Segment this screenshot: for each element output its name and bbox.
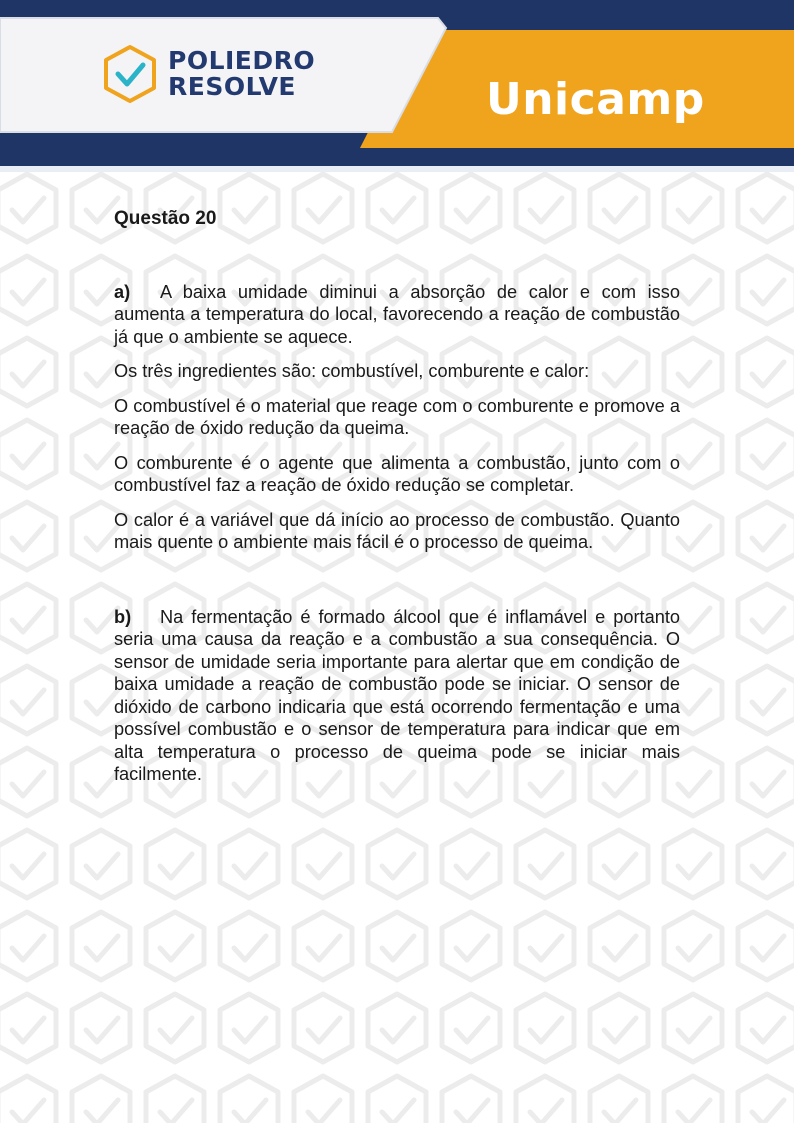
answer-b-label: b) [114, 606, 132, 627]
brand-line-2: RESOLVE [168, 72, 296, 101]
answer-a-label: a) [114, 281, 131, 302]
page-header [0, 0, 794, 172]
answer-b-text: Na fermentação é formado álcool que é inflamável e portanto seria uma causa da reação e a combustão a sua consequência. O sensor de umidade seria importante para alertar que em condição de baixa umidade a reação de combustão pode se iniciar. O sensor de dióxido de carbono indicaria que está ocorrendo fermentação e uma possível combustão e o sensor de temperatura para indicar que em alta temperatura o processo de queima pode se iniciar mais facilmente. [114, 606, 680, 784]
answer-a-text-1: A baixa umidade diminui a absorção de calor e com isso aumenta a temperatura do local, favorecendo a reação de combustão já que o ambiente se aquece. [114, 281, 680, 347]
exam-title: Unicamp [486, 74, 705, 125]
answer-a-paragraph-1 [114, 281, 680, 349]
answer-b-paragraph [114, 606, 680, 786]
question-title: Questão 20 [114, 208, 217, 229]
answer-a-paragraph-2: Os três ingredientes são: combustível, comburente e calor: [114, 361, 590, 381]
answer-content [114, 208, 680, 798]
poliedro-logo-icon [102, 44, 158, 104]
brand-name [168, 48, 315, 100]
brand-line-1: POLIEDRO [168, 46, 316, 75]
answer-a-paragraph-5: O calor é a variável que dá início ao processo de combustão. Quanto mais quente o ambiente mais fácil é o processo de queima. [114, 509, 680, 552]
answer-a-paragraph-4: O comburente é o agente que alimenta a combustão, junto com o combustível faz a reação de óxido redução se completar. [114, 452, 680, 495]
answer-a-paragraph-3: O combustível é o material que reage com o comburente e promove a reação de óxido redução da queima. [114, 395, 680, 438]
